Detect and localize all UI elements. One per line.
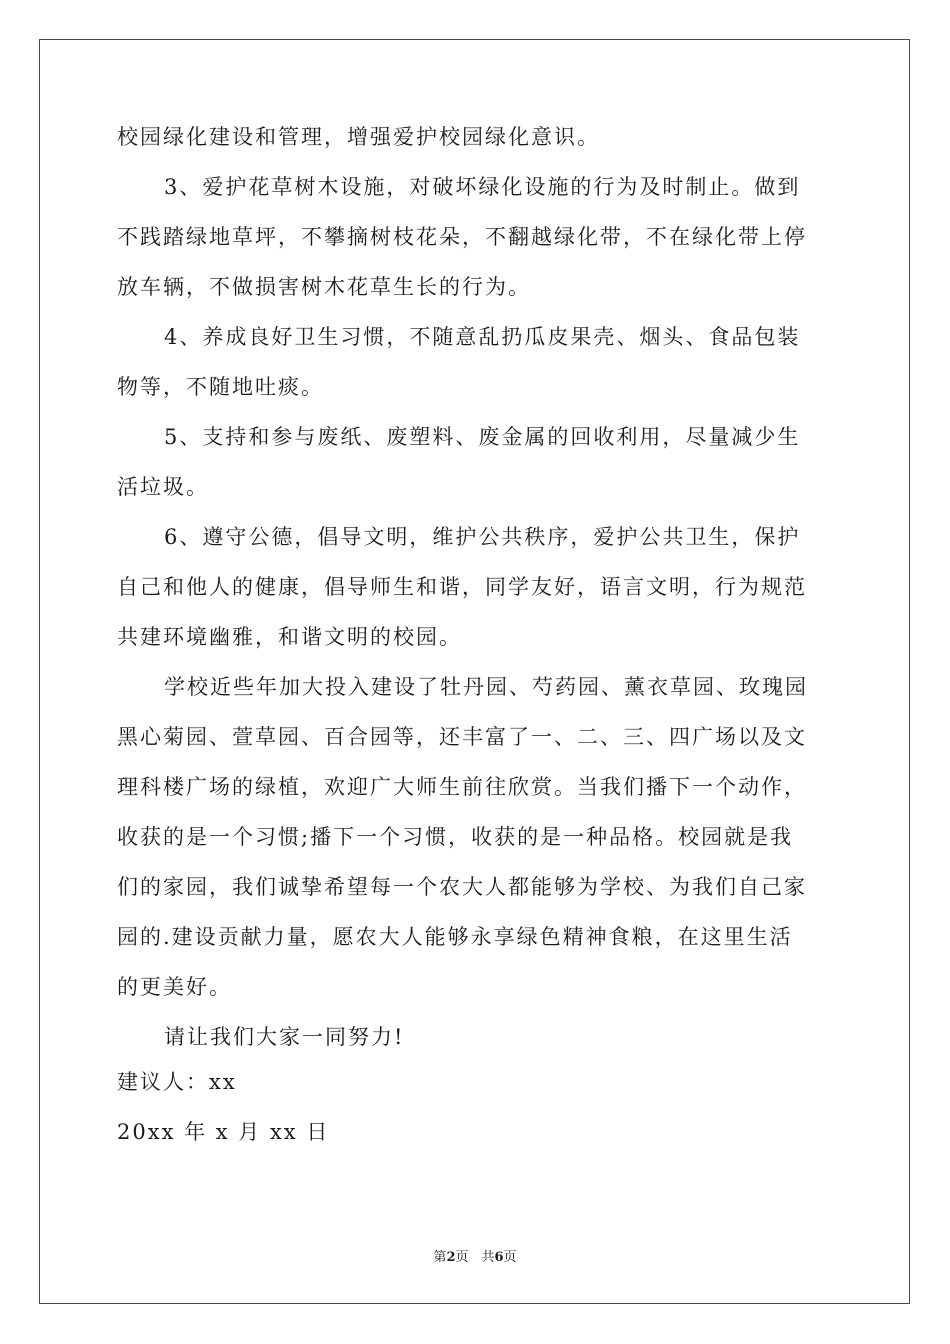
text-line: 共建环境幽雅，和谐文明的校园。 — [117, 625, 462, 649]
page-suffix: 页 — [503, 1250, 517, 1265]
text-line: 3、爱护花草树木设施，对破坏绿化设施的行为及时制止。做到 — [164, 175, 801, 199]
text-line: 放车辆，不做损害树木花草生长的行为。 — [117, 275, 531, 299]
text-line: 请让我们大家一同努力! — [164, 1025, 405, 1049]
signature-line: 建议人：xx — [117, 1070, 237, 1094]
page-current: 2 — [446, 1250, 456, 1265]
text-line: 5、支持和参与废纸、废塑料、废金属的回收利用，尽量减少生 — [164, 425, 801, 449]
page-footer — [0, 1246, 950, 1265]
page-total: 6 — [494, 1250, 504, 1265]
text-line: 理科楼广场的绿植，欢迎广大师生前往欣赏。当我们播下一个动作， — [117, 775, 807, 799]
text-line: 校园绿化建设和管理，增强爱护校园绿化意识。 — [117, 125, 600, 149]
text-line: 收获的是一个习惯;播下一个习惯，收获的是一种品格。校园就是我 — [117, 825, 794, 849]
text-line: 不践踏绿地草坪，不攀摘树枝花朵，不翻越绿化带，不在绿化带上停 — [117, 225, 807, 249]
page-mid: 页 共 — [455, 1250, 495, 1265]
text-line: 物等，不随地吐痰。 — [117, 375, 324, 399]
date-line: 20xx 年 x 月 xx 日 — [117, 1120, 330, 1144]
text-line: 们的家园，我们诚挚希望每一个农大人都能够为学校、为我们自己家 — [117, 875, 807, 899]
text-line: 6、遵守公德，倡导文明，维护公共秩序，爱护公共卫生，保护 — [164, 525, 801, 549]
text-line: 4、养成良好卫生习惯，不随意乱扔瓜皮果壳、烟头、食品包装 — [164, 325, 801, 349]
text-line: 的更美好。 — [117, 975, 232, 999]
text-line: 园的.建设贡献力量，愿农大人能够永享绿色精神食粮，在这里生活 — [117, 925, 793, 949]
page-prefix: 第 — [433, 1250, 447, 1265]
text-line: 黑心菊园、萱草园、百合园等，还丰富了一、二、三、四广场以及文 — [117, 725, 807, 749]
text-line: 活垃圾。 — [117, 475, 209, 499]
text-line: 学校近些年加大投入建设了牡丹园、芍药园、薰衣草园、玫瑰园 — [164, 675, 808, 699]
text-line: 自己和他人的健康，倡导师生和谐，同学友好，语言文明，行为规范 — [117, 575, 807, 599]
